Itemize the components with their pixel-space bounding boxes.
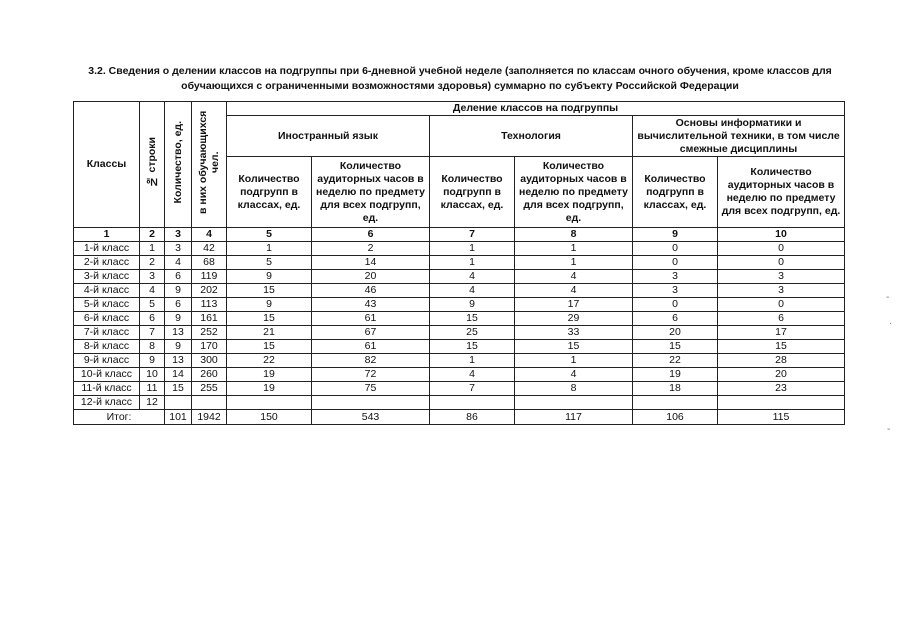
column-number: 6 (312, 228, 430, 242)
column-number: 3 (165, 228, 192, 242)
technology-subgroups: 1 (430, 354, 515, 368)
students-count: 161 (192, 312, 227, 326)
technology-subgroups: 4 (430, 270, 515, 284)
total-class-count: 101 (165, 410, 192, 425)
students-count (192, 396, 227, 410)
class-name: 5-й класс (74, 298, 140, 312)
foreign-subgroups: 9 (227, 270, 312, 284)
informatics-hours: 0 (718, 256, 845, 270)
scan-mark: - (886, 292, 890, 303)
informatics-hours: 6 (718, 312, 845, 326)
informatics-subgroups: 22 (633, 354, 718, 368)
class-name: 10-й класс (74, 368, 140, 382)
header-subgroups: Количество подгрупп в классах, ед. (227, 157, 312, 228)
foreign-subgroups: 21 (227, 326, 312, 340)
header-subject-informatics: Основы информатики и вычислительной техники, в том числе смежные дисциплины (633, 116, 845, 157)
row-number: 6 (140, 312, 165, 326)
technology-hours: 1 (515, 354, 633, 368)
table-row (74, 326, 845, 340)
technology-hours: 8 (515, 382, 633, 396)
technology-subgroups: 7 (430, 382, 515, 396)
column-number: 7 (430, 228, 515, 242)
technology-hours: 1 (515, 256, 633, 270)
total-foreign-hours: 543 (312, 410, 430, 425)
header-subgroups: Количество подгрупп в классах, ед. (430, 157, 515, 228)
class-count: 4 (165, 256, 192, 270)
class-count: 15 (165, 382, 192, 396)
class-count: 6 (165, 298, 192, 312)
informatics-hours: 15 (718, 340, 845, 354)
total-informatics-hours: 115 (718, 410, 845, 425)
foreign-hours: 2 (312, 242, 430, 256)
technology-subgroups: 25 (430, 326, 515, 340)
technology-hours (515, 396, 633, 410)
total-foreign-subgroups: 150 (227, 410, 312, 425)
row-number: 8 (140, 340, 165, 354)
class-name: 3-й класс (74, 270, 140, 284)
class-name: 8-й класс (74, 340, 140, 354)
informatics-hours: 3 (718, 284, 845, 298)
technology-hours: 17 (515, 298, 633, 312)
table-row (74, 368, 845, 382)
total-students: 1942 (192, 410, 227, 425)
informatics-subgroups: 3 (633, 270, 718, 284)
row-number: 12 (140, 396, 165, 410)
informatics-hours: 3 (718, 270, 845, 284)
table-row (74, 284, 845, 298)
foreign-hours: 14 (312, 256, 430, 270)
class-name: 11-й класс (74, 382, 140, 396)
foreign-subgroups: 15 (227, 340, 312, 354)
class-name: 4-й класс (74, 284, 140, 298)
row-number: 9 (140, 354, 165, 368)
table-row (74, 312, 845, 326)
header-row-number: № строки (140, 102, 165, 228)
technology-hours: 1 (515, 242, 633, 256)
table-row (74, 256, 845, 270)
foreign-hours: 75 (312, 382, 430, 396)
row-number: 5 (140, 298, 165, 312)
header-count: Количество, ед. (165, 102, 192, 228)
foreign-hours: 20 (312, 270, 430, 284)
technology-subgroups: 1 (430, 256, 515, 270)
class-name: 12-й класс (74, 396, 140, 410)
informatics-subgroups: 0 (633, 242, 718, 256)
foreign-hours: 67 (312, 326, 430, 340)
table-row (74, 298, 845, 312)
foreign-hours: 61 (312, 340, 430, 354)
column-number: 1 (74, 228, 140, 242)
technology-hours: 33 (515, 326, 633, 340)
informatics-subgroups: 3 (633, 284, 718, 298)
column-number: 10 (718, 228, 845, 242)
class-count (165, 396, 192, 410)
foreign-subgroups: 5 (227, 256, 312, 270)
technology-subgroups (430, 396, 515, 410)
header-subject-technology: Технология (430, 116, 633, 157)
header-hours: Количество аудиторных часов в неделю по предмету для всех подгрупп, ед. (312, 157, 430, 228)
foreign-subgroups: 1 (227, 242, 312, 256)
foreign-subgroups: 19 (227, 368, 312, 382)
class-count: 14 (165, 368, 192, 382)
informatics-hours: 23 (718, 382, 845, 396)
header-division: Деление классов на подгруппы (227, 102, 845, 116)
column-number: 2 (140, 228, 165, 242)
technology-subgroups: 15 (430, 312, 515, 326)
total-technology-hours: 117 (515, 410, 633, 425)
foreign-hours (312, 396, 430, 410)
scan-mark: - (887, 424, 891, 435)
students-count: 119 (192, 270, 227, 284)
informatics-subgroups: 0 (633, 298, 718, 312)
foreign-hours: 82 (312, 354, 430, 368)
foreign-subgroups: 15 (227, 312, 312, 326)
informatics-subgroups (633, 396, 718, 410)
students-count: 260 (192, 368, 227, 382)
students-count: 255 (192, 382, 227, 396)
informatics-hours: 17 (718, 326, 845, 340)
header-subject-foreign-language: Иностранный язык (227, 116, 430, 157)
technology-subgroups: 4 (430, 284, 515, 298)
students-count: 170 (192, 340, 227, 354)
column-number: 9 (633, 228, 718, 242)
foreign-hours: 43 (312, 298, 430, 312)
foreign-subgroups: 9 (227, 298, 312, 312)
row-number: 7 (140, 326, 165, 340)
informatics-subgroups: 0 (633, 256, 718, 270)
informatics-subgroups: 19 (633, 368, 718, 382)
foreign-subgroups: 15 (227, 284, 312, 298)
foreign-subgroups: 22 (227, 354, 312, 368)
technology-hours: 15 (515, 340, 633, 354)
total-label: Итог: (74, 410, 165, 425)
informatics-hours: 0 (718, 242, 845, 256)
class-count: 9 (165, 340, 192, 354)
table-row (74, 382, 845, 396)
students-count: 202 (192, 284, 227, 298)
foreign-subgroups: 19 (227, 382, 312, 396)
class-count: 3 (165, 242, 192, 256)
technology-hours: 4 (515, 284, 633, 298)
class-name: 6-й класс (74, 312, 140, 326)
students-count: 68 (192, 256, 227, 270)
subgroups-table (73, 101, 845, 425)
column-number: 8 (515, 228, 633, 242)
row-number: 4 (140, 284, 165, 298)
foreign-hours: 61 (312, 312, 430, 326)
class-count: 13 (165, 354, 192, 368)
scan-mark: · (889, 318, 893, 329)
row-number: 11 (140, 382, 165, 396)
header-subgroups: Количество подгрупп в классах, ед. (633, 157, 718, 228)
class-name: 7-й класс (74, 326, 140, 340)
informatics-subgroups: 15 (633, 340, 718, 354)
foreign-hours: 72 (312, 368, 430, 382)
header-hours: Количество аудиторных часов в неделю по предмету для всех подгрупп, ед. (515, 157, 633, 228)
students-count: 113 (192, 298, 227, 312)
students-count: 42 (192, 242, 227, 256)
technology-subgroups: 15 (430, 340, 515, 354)
technology-subgroups: 1 (430, 242, 515, 256)
informatics-hours: 20 (718, 368, 845, 382)
total-row (74, 410, 845, 425)
header-classes: Классы (74, 102, 140, 228)
informatics-subgroups: 18 (633, 382, 718, 396)
foreign-hours: 46 (312, 284, 430, 298)
informatics-hours: 0 (718, 298, 845, 312)
technology-subgroups: 4 (430, 368, 515, 382)
table-row (74, 340, 845, 354)
document-title: 3.2. Сведения о делении классов на подгруппы при 6-дневной учебной неделе (заполняется по классам очного обучения, кроме классов для обучающихся с ограниченными возможностями здоровья) суммарно по субъекту Российской Федерации (88, 65, 832, 92)
informatics-subgroups: 20 (633, 326, 718, 340)
table-row (74, 396, 845, 410)
class-count: 6 (165, 270, 192, 284)
technology-hours: 4 (515, 270, 633, 284)
class-count: 9 (165, 312, 192, 326)
class-count: 13 (165, 326, 192, 340)
table-row (74, 354, 845, 368)
column-number: 4 (192, 228, 227, 242)
technology-hours: 29 (515, 312, 633, 326)
total-informatics-subgroups: 106 (633, 410, 718, 425)
foreign-subgroups (227, 396, 312, 410)
technology-hours: 4 (515, 368, 633, 382)
column-numbers-row (74, 228, 845, 242)
class-name: 9-й класс (74, 354, 140, 368)
row-number: 10 (140, 368, 165, 382)
total-technology-subgroups: 86 (430, 410, 515, 425)
row-number: 1 (140, 242, 165, 256)
table-row (74, 270, 845, 284)
header-hours: Количество аудиторных часов в неделю по предмету для всех подгрупп, ед. (718, 157, 845, 228)
class-count: 9 (165, 284, 192, 298)
students-count: 300 (192, 354, 227, 368)
row-number: 2 (140, 256, 165, 270)
informatics-hours (718, 396, 845, 410)
technology-subgroups: 9 (430, 298, 515, 312)
column-number: 5 (227, 228, 312, 242)
class-name: 2-й класс (74, 256, 140, 270)
row-number: 3 (140, 270, 165, 284)
header-students: в них обучающихся чел. (192, 102, 227, 228)
table-row (74, 242, 845, 256)
students-count: 252 (192, 326, 227, 340)
informatics-hours: 28 (718, 354, 845, 368)
informatics-subgroups: 6 (633, 312, 718, 326)
class-name: 1-й класс (74, 242, 140, 256)
